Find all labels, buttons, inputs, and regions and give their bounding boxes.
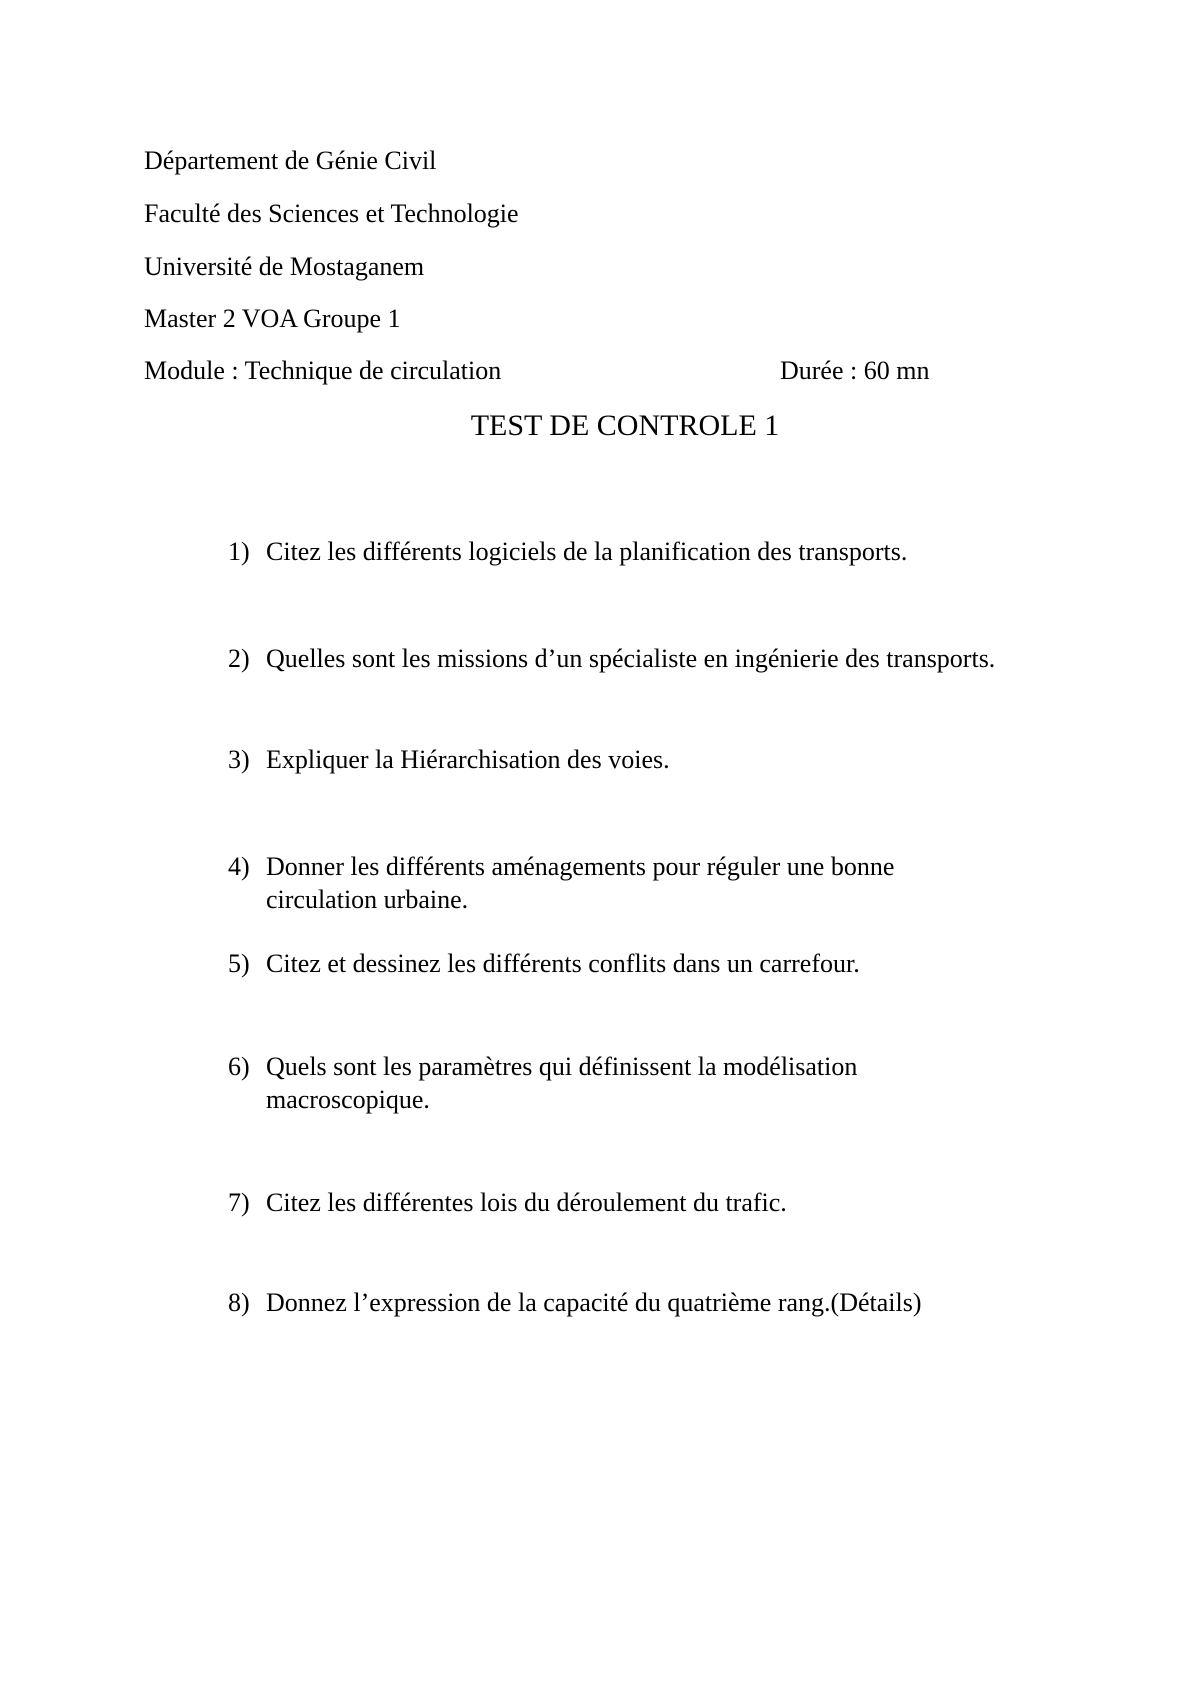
question-number: 5) — [228, 949, 250, 978]
question-number: 7) — [228, 1188, 250, 1217]
page-title: TEST DE CONTROLE 1 — [470, 409, 780, 442]
question-text: Citez les différentes lois du déroulement du trafic. — [266, 1188, 787, 1217]
question-number: 2) — [228, 644, 250, 673]
module-line: Module : Technique de circulation — [144, 356, 502, 385]
question-text: Expliquer la Hiérarchisation des voies. — [266, 745, 670, 774]
question-number: 4) — [228, 852, 250, 881]
question-2 — [228, 642, 1108, 675]
question-4 — [228, 850, 988, 916]
question-text: Quelles sont les missions d’un spécialiste en ingénierie des transports. — [266, 644, 996, 673]
university-line: Université de Mostaganem — [144, 252, 425, 281]
question-1 — [228, 535, 988, 568]
question-number: 8) — [228, 1288, 250, 1317]
question-text: Donner les différents aménagements pour réguler une bonne circulation urbaine. — [266, 852, 895, 914]
question-7 — [228, 1186, 1108, 1219]
question-text: Citez les différents logiciels de la planification des transports. — [266, 537, 908, 566]
question-6 — [228, 1050, 928, 1116]
question-number: 3) — [228, 745, 250, 774]
question-5 — [228, 947, 1108, 980]
faculty-line: Faculté des Sciences et Technologie — [144, 199, 519, 228]
question-text: Quels sont les paramètres qui définissent la modélisation macroscopique. — [266, 1052, 858, 1114]
question-8 — [228, 1286, 1108, 1319]
question-text: Donnez l’expression de la capacité du quatrième rang.(Détails) — [266, 1288, 922, 1317]
class-group-line: Master 2 VOA Groupe 1 — [144, 304, 401, 333]
question-text: Citez et dessinez les différents conflits dans un carrefour. — [266, 949, 860, 978]
question-number: 1) — [228, 537, 250, 566]
question-3 — [228, 743, 1108, 776]
duration-line: Durée : 60 mn — [780, 356, 930, 385]
department-line: Département de Génie Civil — [144, 146, 437, 175]
question-number: 6) — [228, 1052, 250, 1081]
